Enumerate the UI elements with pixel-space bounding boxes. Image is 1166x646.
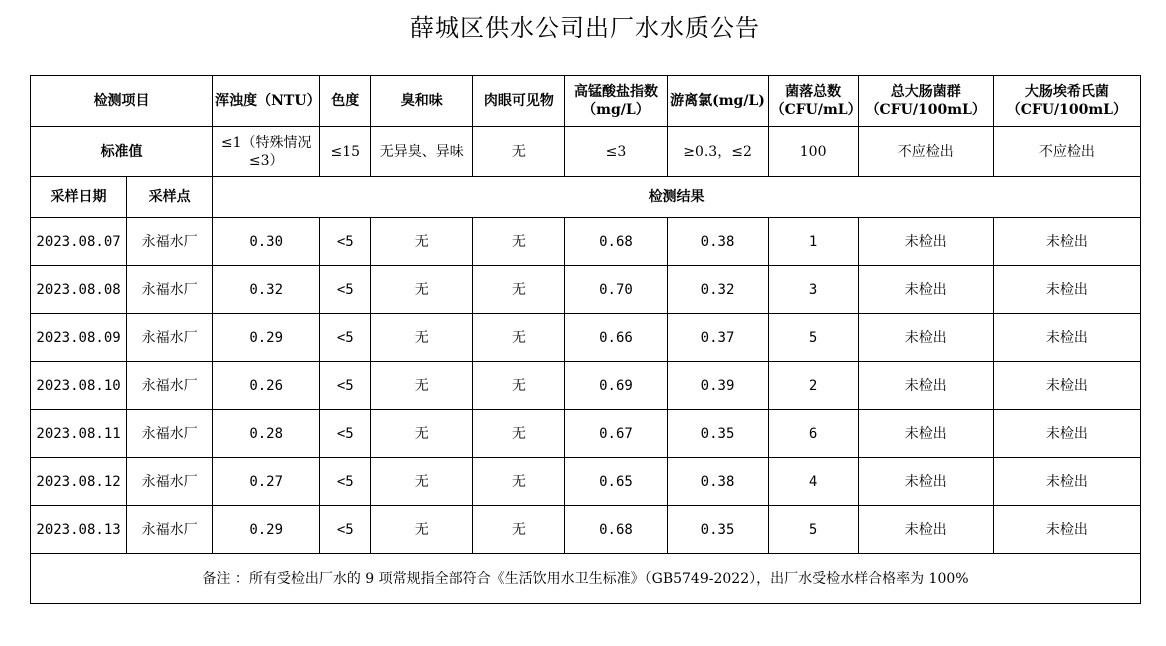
cell-e-coli: 未检出 (993, 218, 1140, 266)
cell-free-chlorine: 0.32 (667, 266, 768, 314)
cell-site: 永福水厂 (127, 506, 213, 554)
cell-odor: 无 (371, 218, 473, 266)
cell-visible: 无 (473, 458, 565, 506)
cell-colony-count: 1 (768, 218, 858, 266)
header-colony-count: 菌落总数（CFU/mL） (768, 76, 858, 127)
standard-value: ≤3 (565, 127, 667, 177)
standard-value: ≤1（特殊情况≤3） (213, 127, 320, 177)
table-row (31, 506, 1141, 554)
water-quality-table (30, 75, 1141, 604)
cell-date: 2023.08.12 (31, 458, 127, 506)
subheader-row (31, 177, 1141, 218)
note-row (31, 554, 1141, 604)
standard-value: ≤15 (320, 127, 371, 177)
standard-value: ≥0.3，≤2 (667, 127, 768, 177)
cell-turbidity: 0.29 (213, 506, 320, 554)
table-row (31, 314, 1141, 362)
cell-odor: 无 (371, 506, 473, 554)
cell-permanganate: 0.66 (565, 314, 667, 362)
header-item: 检测项目 (31, 76, 213, 127)
cell-site: 永福水厂 (127, 362, 213, 410)
cell-date: 2023.08.11 (31, 410, 127, 458)
header-color: 色度 (320, 76, 371, 127)
header-coliforms: 总大肠菌群（CFU/100mL） (858, 76, 993, 127)
header-row (31, 76, 1141, 127)
subheader-results: 检测结果 (213, 177, 1141, 218)
cell-turbidity: 0.28 (213, 410, 320, 458)
cell-visible: 无 (473, 506, 565, 554)
cell-coliforms: 未检出 (858, 218, 993, 266)
cell-colony-count: 4 (768, 458, 858, 506)
cell-e-coli: 未检出 (993, 362, 1140, 410)
standard-value: 100 (768, 127, 858, 177)
cell-date: 2023.08.07 (31, 218, 127, 266)
cell-date: 2023.08.08 (31, 266, 127, 314)
cell-e-coli: 未检出 (993, 410, 1140, 458)
cell-turbidity: 0.29 (213, 314, 320, 362)
cell-visible: 无 (473, 362, 565, 410)
cell-color: <5 (320, 458, 371, 506)
cell-color: <5 (320, 314, 371, 362)
cell-e-coli: 未检出 (993, 314, 1140, 362)
cell-visible: 无 (473, 218, 565, 266)
cell-coliforms: 未检出 (858, 410, 993, 458)
subheader-site: 采样点 (127, 177, 213, 218)
cell-date: 2023.08.10 (31, 362, 127, 410)
cell-turbidity: 0.27 (213, 458, 320, 506)
cell-color: <5 (320, 362, 371, 410)
standard-value: 不应检出 (993, 127, 1140, 177)
cell-visible: 无 (473, 410, 565, 458)
cell-visible: 无 (473, 266, 565, 314)
cell-color: <5 (320, 266, 371, 314)
cell-odor: 无 (371, 314, 473, 362)
cell-free-chlorine: 0.38 (667, 218, 768, 266)
cell-site: 永福水厂 (127, 266, 213, 314)
table-row (31, 410, 1141, 458)
table-row (31, 218, 1141, 266)
header-permanganate: 高锰酸盐指数（mg/L） (565, 76, 667, 127)
standard-label: 标准值 (31, 127, 213, 177)
cell-e-coli: 未检出 (993, 458, 1140, 506)
table-row (31, 458, 1141, 506)
cell-colony-count: 5 (768, 314, 858, 362)
cell-date: 2023.08.13 (31, 506, 127, 554)
table-row (31, 362, 1141, 410)
standard-value: 无 (473, 127, 565, 177)
cell-free-chlorine: 0.39 (667, 362, 768, 410)
cell-permanganate: 0.68 (565, 506, 667, 554)
header-visible: 肉眼可见物 (473, 76, 565, 127)
cell-odor: 无 (371, 362, 473, 410)
cell-free-chlorine: 0.37 (667, 314, 768, 362)
cell-colony-count: 2 (768, 362, 858, 410)
cell-e-coli: 未检出 (993, 506, 1140, 554)
header-free-chlorine: 游离氯(mg/L) (667, 76, 768, 127)
cell-coliforms: 未检出 (858, 506, 993, 554)
cell-colony-count: 5 (768, 506, 858, 554)
note-text: 备注 ：所有受检出厂水的 9 项常规指全部符合《生活饮用水卫生标准》（GB5749-2022），出厂水受检水样合格率为 100% (31, 554, 1141, 604)
cell-visible: 无 (473, 314, 565, 362)
cell-color: <5 (320, 218, 371, 266)
cell-odor: 无 (371, 266, 473, 314)
standard-value: 无异臭、异味 (371, 127, 473, 177)
cell-e-coli: 未检出 (993, 266, 1140, 314)
cell-permanganate: 0.67 (565, 410, 667, 458)
cell-coliforms: 未检出 (858, 314, 993, 362)
standard-value: 不应检出 (858, 127, 993, 177)
cell-site: 永福水厂 (127, 410, 213, 458)
subheader-date: 采样日期 (31, 177, 127, 218)
table-row (31, 266, 1141, 314)
cell-permanganate: 0.70 (565, 266, 667, 314)
cell-colony-count: 6 (768, 410, 858, 458)
cell-coliforms: 未检出 (858, 362, 993, 410)
standard-row (31, 127, 1141, 177)
cell-permanganate: 0.68 (565, 218, 667, 266)
cell-permanganate: 0.65 (565, 458, 667, 506)
header-odor: 臭和味 (371, 76, 473, 127)
cell-turbidity: 0.32 (213, 266, 320, 314)
cell-odor: 无 (371, 410, 473, 458)
cell-coliforms: 未检出 (858, 266, 993, 314)
page-title: 薛城区供水公司出厂水水质公告 (410, 14, 760, 42)
cell-free-chlorine: 0.35 (667, 506, 768, 554)
cell-site: 永福水厂 (127, 218, 213, 266)
cell-coliforms: 未检出 (858, 458, 993, 506)
cell-free-chlorine: 0.35 (667, 410, 768, 458)
cell-free-chlorine: 0.38 (667, 458, 768, 506)
cell-color: <5 (320, 410, 371, 458)
header-turbidity: 浑浊度（NTU） (213, 76, 320, 127)
cell-site: 永福水厂 (127, 314, 213, 362)
cell-odor: 无 (371, 458, 473, 506)
cell-turbidity: 0.30 (213, 218, 320, 266)
cell-site: 永福水厂 (127, 458, 213, 506)
cell-colony-count: 3 (768, 266, 858, 314)
cell-turbidity: 0.26 (213, 362, 320, 410)
cell-date: 2023.08.09 (31, 314, 127, 362)
cell-permanganate: 0.69 (565, 362, 667, 410)
cell-color: <5 (320, 506, 371, 554)
header-e-coli: 大肠埃希氏菌（CFU/100mL） (993, 76, 1140, 127)
